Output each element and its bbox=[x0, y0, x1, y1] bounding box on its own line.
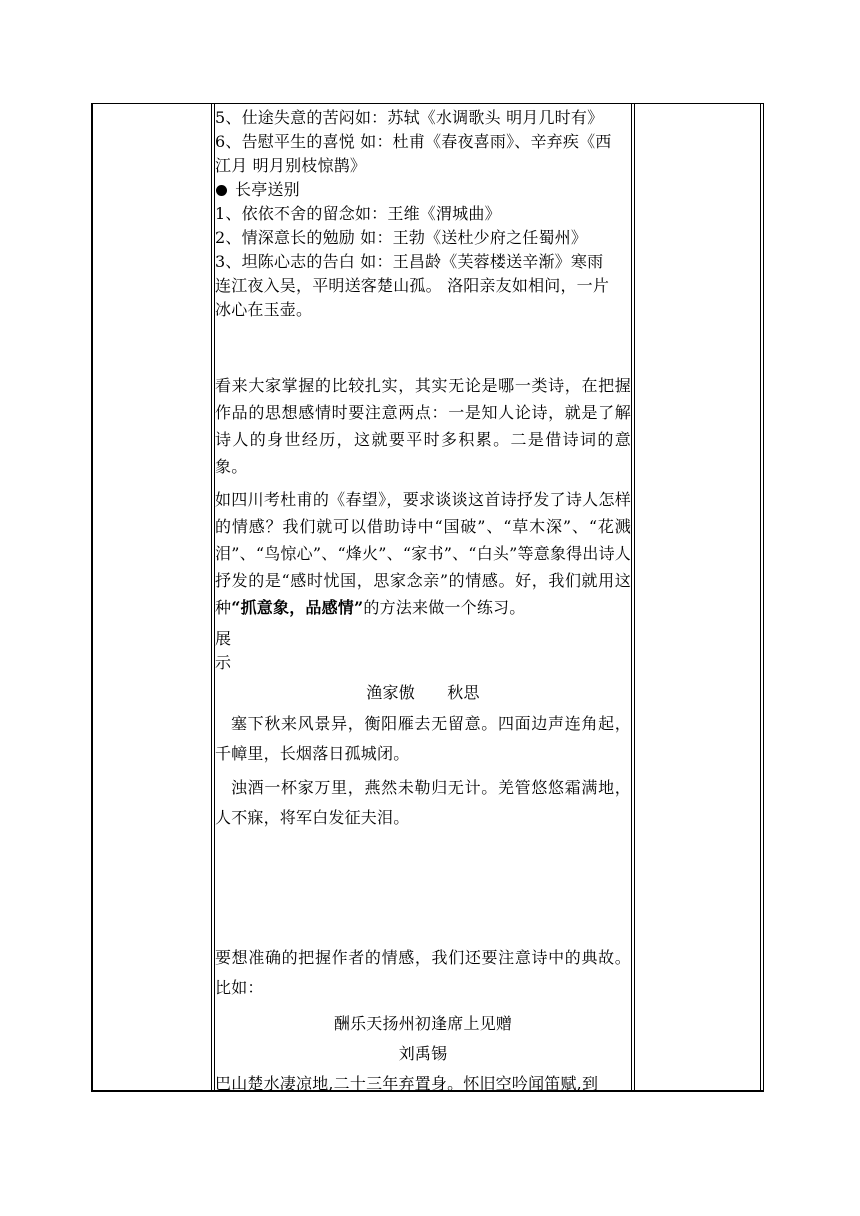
farewell-item-3-cont: 连江夜入吴，平明送客楚山孤。 洛阳亲友如相问，一片 bbox=[215, 276, 610, 295]
column-divider bbox=[634, 104, 635, 1090]
emotion-item-6: 6、告慰平生的喜悦 如：杜甫《春夜喜雨》、辛弃疾《西 bbox=[215, 132, 612, 151]
paragraph-analysis: 看来大家掌握的比较扎实，其实无论是哪一类诗，在把握作品的思想感情时要注意两点：一是知人论诗，就是了解诗人的身世经历，这就要平时多积累。二是借诗词的意象。 bbox=[215, 376, 631, 476]
table-right-border bbox=[760, 104, 761, 1090]
emotion-item-5: 5、仕途失意的苦闷如：苏轼《水调歌头 明月几时有》 bbox=[215, 108, 604, 127]
poem-title: 酬乐天扬州初逢席上见赠 bbox=[333, 1014, 513, 1033]
paragraph-example: 如四川考杜甫的《春望》，要求谈谈这首诗抒发了诗人怎样的情感？我们就可以借助诗中“国破”、“草木深”、“花溅泪”、“鸟惊心”、“烽火”、“家书”、“白头”等意象得出诗人抒发的是“感时忧国，思家念亲”的情感。好，我们就用这种“抓意象，品感情”的方法来做一个练习。 bbox=[215, 490, 631, 617]
display-label: 展 bbox=[215, 629, 232, 648]
farewell-item-1: 1、依依不舍的留念如：王维《渭城曲》 bbox=[215, 204, 501, 223]
lesson-content-cell bbox=[215, 106, 631, 1099]
farewell-item-3-end: 冰心在玉壶。 bbox=[215, 300, 313, 319]
table-left-border bbox=[91, 104, 93, 1090]
bullet-icon bbox=[216, 185, 227, 196]
poem-line: 巴山楚水凄凉地,二十三年弃置身。怀旧空吟闻笛赋,到 bbox=[215, 1074, 599, 1093]
emotion-item-6-cont: 江月 明月别枝惊鹊》 bbox=[215, 156, 367, 175]
column-divider bbox=[631, 104, 632, 1090]
table-right-border bbox=[763, 104, 764, 1090]
display-label: 示 bbox=[215, 653, 232, 672]
poem-stanza: 浊酒一杯家万里，燕然未勒归无计。羌管悠悠霜满地，人不寐，将军白发征夫泪。 bbox=[215, 778, 631, 827]
farewell-item-3: 3、坦陈心志的告白 如：王昌龄《芙蓉楼送辛渐》寒雨 bbox=[215, 252, 604, 271]
poem-title: 渔家傲 秋思 bbox=[366, 683, 480, 702]
paragraph-allusion: 要想准确的把握作者的情感，我们还要注意诗中的典故。比如： bbox=[215, 948, 631, 997]
poem-author: 刘禹锡 bbox=[398, 1044, 448, 1063]
poem-stanza: 塞下秋来风景异，衡阳雁去无留意。四面边声连角起，千幛里，长烟落日孤城闭。 bbox=[215, 714, 631, 763]
key-method: “抓意象，品感情” bbox=[231, 598, 364, 617]
section-heading: 长亭送别 bbox=[215, 178, 631, 202]
column-divider bbox=[211, 104, 212, 1090]
farewell-item-2: 2、情深意长的勉励 如：王勃《送杜少府之任蜀州》 bbox=[215, 228, 588, 247]
